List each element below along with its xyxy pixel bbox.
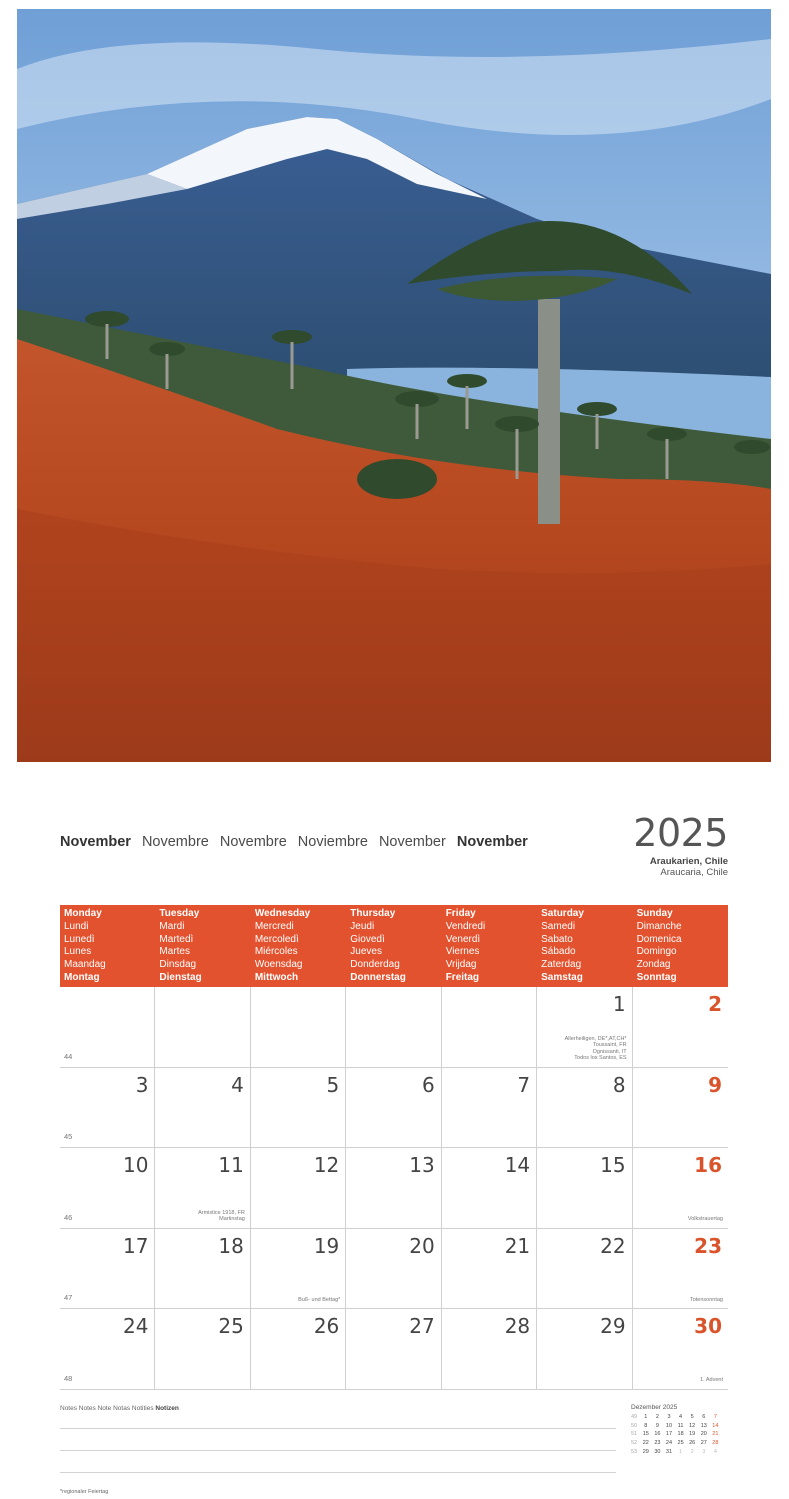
day-cell[interactable] (155, 1309, 250, 1389)
holiday-note: Allerheiligen, DE*,AT,CH* Toussaint, FR Ognissanti, IT Todos los Santos, ES (564, 1035, 627, 1062)
mini-calendar-row (631, 1422, 731, 1431)
day-number: 21 (504, 1233, 531, 1258)
mini-day: 2 (690, 1448, 694, 1455)
day-number: 5 (326, 1072, 340, 1097)
weekday-name: Samedi (541, 920, 576, 932)
mini-day: 11 (677, 1422, 684, 1429)
mini-day: 3 (667, 1414, 671, 1421)
day-number: 25 (218, 1314, 244, 1339)
day-number: 1 (612, 992, 626, 1016)
mini-day: 1 (679, 1448, 683, 1455)
weekday-name: Martedì (159, 933, 194, 945)
mini-calendar-rows (631, 1413, 731, 1456)
weekday-name: Mittwoch (254, 971, 299, 983)
day-number: 26 (313, 1314, 340, 1339)
month-nl: November (378, 834, 446, 850)
weekday-name: Miércoles (254, 946, 298, 958)
day-cell[interactable] (346, 1068, 441, 1148)
weekday-name: Saturday (541, 908, 584, 919)
week-number: 48 (64, 1373, 73, 1383)
mini-day: 8 (644, 1422, 648, 1429)
weekday-name: Jueves (350, 946, 382, 958)
day-cell[interactable] (60, 1309, 155, 1389)
mini-week-number: 52 (631, 1440, 638, 1447)
mini-day: 17 (665, 1431, 673, 1438)
mini-calendar-row (631, 1430, 731, 1439)
day-number: 10 (122, 1153, 149, 1178)
week-number: 47 (64, 1293, 73, 1303)
weekday-name: Sábado (541, 946, 576, 958)
mini-day: 1 (644, 1414, 648, 1421)
mini-day: 14 (712, 1422, 719, 1429)
mini-day: 29 (642, 1448, 649, 1455)
day-cell[interactable] (251, 1229, 346, 1309)
mini-calendar (631, 1404, 731, 1456)
weekday-name: Domenica (636, 933, 682, 945)
weekday-name: Montag (64, 971, 100, 983)
photo-caption (650, 856, 728, 878)
weekday-name: Friday (445, 908, 476, 919)
day-number: 15 (600, 1153, 626, 1178)
day-cell[interactable] (346, 1309, 441, 1389)
holiday-note: Totensonntag (689, 1296, 723, 1303)
weekday-name: Viernes (445, 946, 480, 958)
week-number: 46 (64, 1212, 73, 1222)
mini-calendar-row (631, 1447, 731, 1456)
day-number: 23 (694, 1233, 722, 1258)
day-cell[interactable] (442, 1148, 537, 1228)
mini-week-number: 50 (631, 1422, 638, 1429)
caption-line-2: Araucaria, Chile (660, 867, 728, 878)
day-number: 18 (218, 1233, 244, 1258)
day-number: 29 (600, 1314, 626, 1339)
mini-day: 19 (689, 1431, 696, 1438)
weekday-name: Sunday (636, 908, 673, 919)
day-number: 20 (409, 1233, 435, 1258)
holiday-note: Volkstrauertag (687, 1216, 723, 1223)
calendar-weeks (60, 987, 728, 1390)
day-number: 4 (231, 1072, 244, 1097)
day-cell[interactable] (346, 987, 441, 1067)
weekday-header-cell (442, 905, 537, 987)
weekday-name: Sonntag (636, 971, 677, 983)
mini-day: 15 (642, 1431, 649, 1438)
weekday-name: Domingo (636, 946, 677, 958)
mini-day: 26 (689, 1440, 696, 1447)
weekday-name: Zaterdag (541, 959, 582, 971)
day-cell[interactable] (633, 1229, 728, 1309)
mini-day: 4 (713, 1448, 717, 1455)
weekday-name: Jeudi (350, 920, 375, 932)
mini-week-number: 51 (631, 1431, 638, 1438)
mini-day: 18 (677, 1431, 684, 1438)
day-cell[interactable] (537, 987, 632, 1067)
weekday-name: Vendredi (445, 920, 486, 932)
mini-day: 31 (665, 1448, 673, 1455)
mini-calendar-row (631, 1413, 731, 1422)
day-cell[interactable] (155, 1229, 250, 1309)
day-cell[interactable] (251, 987, 346, 1067)
day-number: 6 (421, 1072, 435, 1097)
day-cell[interactable] (537, 1229, 632, 1309)
mini-calendar-row (631, 1439, 731, 1448)
day-cell[interactable] (60, 1229, 155, 1309)
week-row (60, 1148, 728, 1229)
day-number: 22 (600, 1233, 626, 1258)
day-number: 27 (409, 1314, 435, 1339)
notes-prefix: Notes Notes Note Notas Notities (60, 1405, 154, 1412)
week-row (60, 1229, 728, 1310)
mini-day: 9 (655, 1422, 659, 1429)
mini-day: 24 (665, 1440, 673, 1447)
mini-day: 3 (702, 1448, 706, 1455)
weekday-name: Sabato (541, 933, 573, 945)
week-row (60, 987, 728, 1068)
day-cell[interactable] (442, 1309, 537, 1389)
day-cell[interactable] (346, 1148, 441, 1228)
holiday-note: Armistice 1918, FR Martinstag (198, 1209, 245, 1223)
week-row (60, 1309, 728, 1390)
day-number: 12 (313, 1153, 340, 1178)
mini-day: 12 (689, 1422, 696, 1429)
day-number: 13 (409, 1153, 435, 1178)
day-cell[interactable] (442, 1229, 537, 1309)
week-number: 45 (64, 1132, 73, 1142)
holiday-note: 1. Advent (700, 1377, 723, 1384)
mini-day: 2 (655, 1414, 659, 1421)
weekday-name: Mercredi (254, 920, 294, 932)
day-cell[interactable] (633, 1148, 728, 1228)
day-number: 14 (504, 1153, 531, 1178)
day-cell[interactable] (442, 1068, 537, 1148)
day-number: 8 (612, 1072, 626, 1097)
day-cell[interactable] (60, 1148, 155, 1228)
weekday-name: Lundi (64, 920, 89, 932)
landscape-photo (17, 9, 771, 762)
month-de: November (456, 834, 528, 850)
mini-day: 27 (700, 1440, 707, 1447)
weekday-name: Thursday (350, 908, 396, 919)
mini-day: 7 (713, 1414, 717, 1421)
mini-day: 25 (677, 1440, 684, 1447)
mini-day: 28 (712, 1440, 719, 1447)
weekday-header-cell (346, 905, 441, 987)
weekday-name: Giovedì (350, 933, 385, 945)
weekday-name: Dienstag (159, 971, 202, 983)
day-number: 9 (708, 1072, 722, 1097)
day-cell[interactable] (442, 987, 537, 1067)
weekday-name: Freitag (445, 971, 480, 983)
mini-week-number: 49 (631, 1414, 638, 1421)
day-cell[interactable] (251, 1309, 346, 1389)
day-cell[interactable] (251, 1148, 346, 1228)
month-names (60, 834, 535, 850)
weekday-header-cell (537, 905, 632, 987)
day-number: 2 (708, 992, 722, 1016)
day-cell[interactable] (537, 1148, 632, 1228)
weekday-name: Lunes (64, 946, 92, 958)
day-cell[interactable] (633, 1309, 728, 1389)
araucaria-volcano-illustration (17, 9, 771, 762)
day-number: 19 (313, 1233, 340, 1258)
day-number: 30 (694, 1314, 722, 1339)
day-cell[interactable] (155, 987, 250, 1067)
holiday-note: Buß- und Bettag* (298, 1296, 341, 1303)
weekday-name: Dimanche (636, 920, 682, 932)
day-number: 11 (218, 1153, 244, 1178)
footnote: *regionaler Feiertag (60, 1489, 109, 1495)
notes-line (60, 1472, 616, 1473)
weekday-name: Donderdag (350, 959, 400, 971)
weekday-header (60, 905, 728, 987)
week-row (60, 1068, 728, 1149)
day-cell[interactable] (155, 1148, 250, 1228)
mini-calendar-title: Dezember 2025 (631, 1404, 678, 1411)
month-fr: Novembre (141, 834, 209, 850)
mini-day: 10 (665, 1422, 673, 1429)
mini-week-number: 53 (631, 1448, 638, 1455)
calendar-grid (60, 905, 728, 1390)
mini-day: 5 (690, 1414, 694, 1421)
day-cell[interactable] (60, 987, 155, 1067)
day-number: 16 (694, 1153, 722, 1178)
weekday-name: Wednesday (254, 908, 311, 919)
caption-line-1: Araukarien, Chile (649, 856, 728, 867)
weekday-header-cell (251, 905, 346, 987)
notes-line (60, 1450, 616, 1451)
weekday-name: Mercoledì (254, 933, 299, 945)
weekday-header-cell (633, 905, 728, 987)
week-number: 44 (64, 1051, 73, 1061)
weekday-name: Donnerstag (350, 971, 406, 983)
day-number: 7 (517, 1072, 531, 1097)
day-cell[interactable] (537, 1309, 632, 1389)
weekday-name: Samstag (541, 971, 583, 983)
notes-bold: Notizen (155, 1405, 179, 1412)
mini-day: 21 (712, 1431, 719, 1438)
weekday-header-cell (60, 905, 155, 987)
weekday-name: Zondag (636, 959, 671, 971)
day-cell[interactable] (155, 1068, 250, 1148)
weekday-header-cell (155, 905, 250, 987)
weekday-name: Venerdì (445, 933, 481, 945)
weekday-name: Vrijdag (445, 959, 477, 971)
day-cell[interactable] (251, 1068, 346, 1148)
day-number: 24 (122, 1314, 149, 1339)
weekday-name: Lunedì (64, 933, 95, 945)
mini-day: 22 (642, 1440, 649, 1447)
weekday-name: Maandag (64, 959, 106, 971)
mini-day: 20 (700, 1431, 707, 1438)
mini-day: 16 (654, 1431, 661, 1438)
day-number: 28 (504, 1314, 531, 1339)
day-cell[interactable] (633, 1068, 728, 1148)
day-cell[interactable] (537, 1068, 632, 1148)
day-cell[interactable] (60, 1068, 155, 1148)
mini-day: 30 (654, 1448, 661, 1455)
month-it: Novembre (219, 834, 287, 850)
notes-line (60, 1428, 616, 1429)
notes-title (60, 1405, 179, 1412)
mini-day: 23 (654, 1440, 661, 1447)
mini-day: 6 (702, 1414, 706, 1421)
mini-day: 13 (700, 1422, 707, 1429)
year: 2025 (633, 811, 728, 855)
month-en: November (60, 834, 131, 850)
month-es: Noviembre (297, 834, 368, 850)
day-number: 17 (122, 1233, 149, 1258)
mini-day: 4 (679, 1414, 683, 1421)
day-cell[interactable] (346, 1229, 441, 1309)
weekday-name: Martes (159, 946, 190, 958)
weekday-name: Mardi (159, 920, 185, 932)
weekday-name: Dinsdag (159, 959, 197, 971)
day-cell[interactable] (633, 987, 728, 1067)
weekday-name: Woensdag (254, 959, 303, 971)
day-number: 3 (135, 1072, 149, 1097)
weekday-name: Monday (64, 908, 102, 919)
weekday-name: Tuesday (159, 908, 200, 919)
